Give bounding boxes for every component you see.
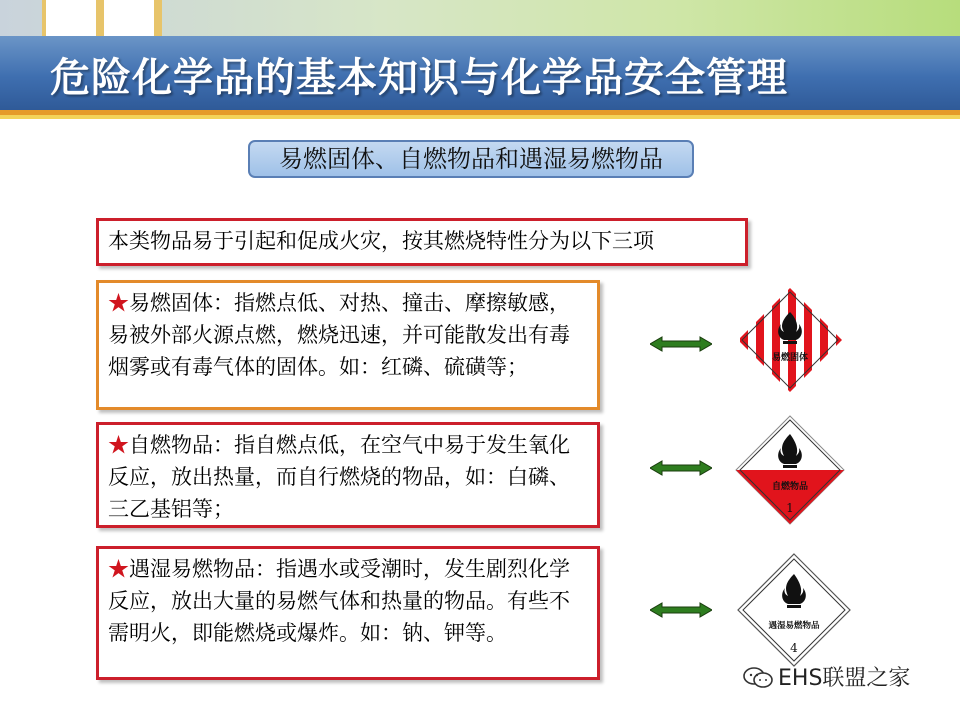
top-decor-divider	[158, 0, 162, 36]
double-arrow-icon	[650, 460, 712, 476]
svg-text:1: 1	[786, 501, 794, 515]
section-subtitle: 易燃固体、自燃物品和遇湿易燃物品	[248, 140, 694, 178]
category-text: 自燃物品：指自燃点低，在空气中易于发生氧化反应，放出热量，而自行燃烧的物品，如：白磷、三乙基铝等；	[108, 433, 570, 521]
page-title: 危险化学品的基本知识与化学品安全管理	[50, 55, 788, 101]
category-text: 遇湿易燃物品：指遇水或受潮时，发生剧烈化学反应，放出大量的易燃气体和热量的物品。有些不需明火，即能燃烧或爆炸。如：钠、钾等。	[108, 557, 570, 645]
category-box-spontaneous-combustion	[96, 422, 600, 528]
star-icon: ★	[108, 433, 129, 457]
title-underline	[0, 115, 960, 119]
category-text: 易燃固体：指燃点低、对热、撞击、摩擦敏感，易被外部火源点燃，燃烧迅速，并可能散发出有毒烟雾或有毒气体的固体。如：红磷、硫磺等；	[108, 291, 570, 379]
double-arrow-icon	[650, 602, 712, 618]
star-icon: ★	[108, 557, 129, 581]
dangerous-when-wet-placard	[736, 552, 852, 668]
svg-text:遇湿易燃物品: 遇湿易燃物品	[768, 621, 820, 631]
intro-box	[96, 218, 748, 266]
svg-text:自燃物品: 自燃物品	[771, 482, 809, 492]
wechat-icon	[742, 667, 774, 689]
double-arrow-icon	[650, 336, 712, 352]
star-icon: ★	[108, 291, 129, 315]
svg-text:易燃固体: 易燃固体	[771, 353, 809, 363]
top-decor-square	[100, 0, 158, 36]
category-box-dangerous-when-wet	[96, 546, 600, 680]
flammable-solid-placard	[736, 286, 844, 394]
intro-text: 本类物品易于引起和促成火灾，按其燃烧特性分为以下三项	[108, 229, 654, 253]
watermark	[742, 664, 910, 694]
top-decor-square	[42, 0, 100, 36]
watermark-text: EHS联盟之家	[778, 666, 911, 691]
spontaneous-combustion-placard	[734, 414, 846, 526]
category-box-flammable-solid	[96, 280, 600, 410]
svg-text:4: 4	[790, 641, 798, 655]
